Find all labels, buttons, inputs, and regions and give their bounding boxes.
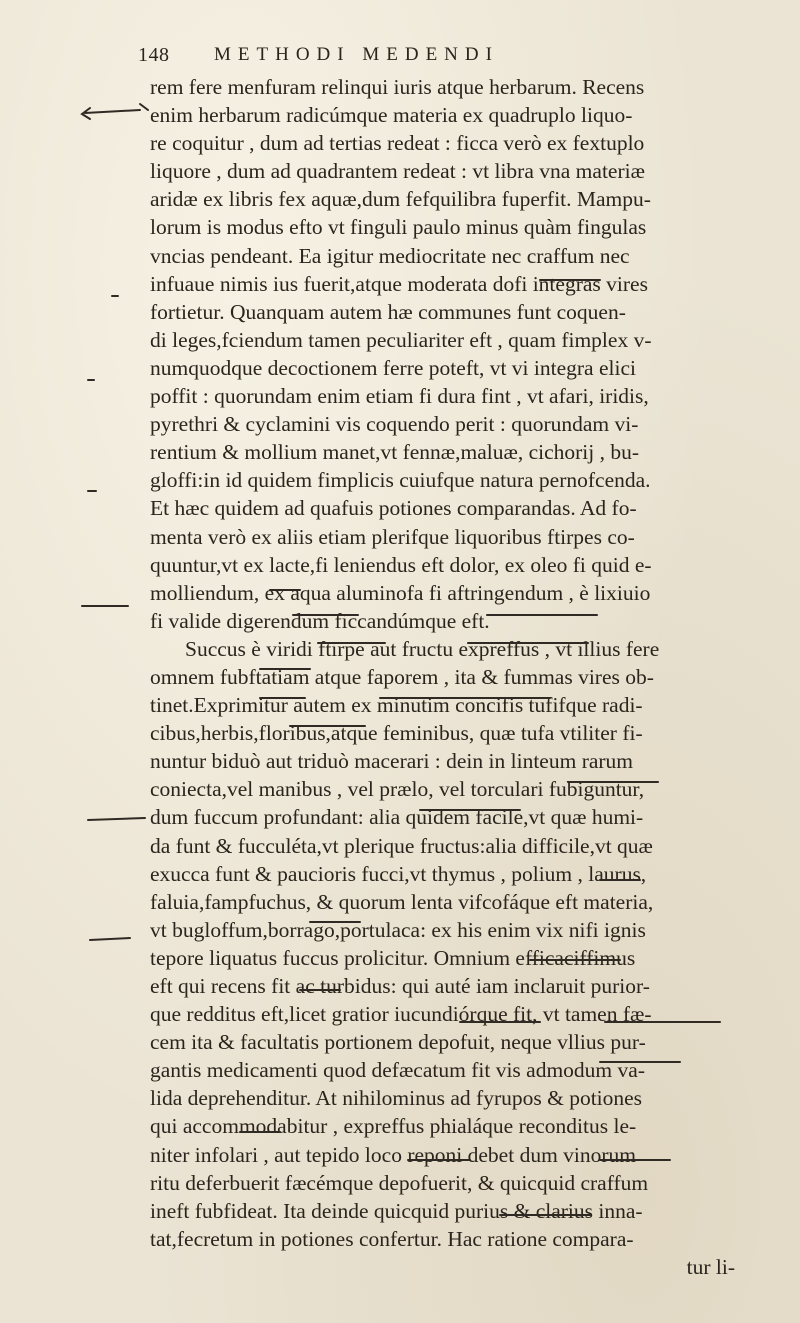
text-line: fi valide digerendum ficcandúmque eft. bbox=[150, 608, 490, 633]
text-line: cem ita & facultatis portionem depofuit, neque vllius pur- bbox=[150, 1030, 646, 1055]
text-line: coniecta,vel manibus , vel prælo, vel torculari fubiguntur, bbox=[150, 777, 645, 802]
catchword: tur li- bbox=[686, 1254, 735, 1279]
text-line: aridæ ex libris fex aquæ,dum fefquilibra fuperfit. Mampu- bbox=[150, 187, 651, 212]
text-line: faluia,fampfuchus, & quorum lenta vifcofáque eft materia, bbox=[150, 889, 654, 914]
text-line: nuntur biduò aut triduò macerari : dein in linteum rarum bbox=[150, 749, 634, 774]
body-text bbox=[150, 73, 775, 1281]
text-line: niter infolari , aut tepido loco reponi debet dum vinorum bbox=[150, 1142, 637, 1167]
page-header bbox=[138, 42, 778, 70]
page-number: 148 bbox=[138, 44, 170, 66]
text-line: liquore , dum ad quadrantem redeat : vt libra vna materiæ bbox=[150, 159, 645, 184]
text-line: lorum is modus efto vt finguli paulo minus quàm fingulas bbox=[150, 215, 647, 240]
text-line: qui accommodabitur , expreffus phialáque reconditus le- bbox=[150, 1114, 637, 1139]
text-line: exucca funt & paucioris fucci,vt thymus , polium , laurus, bbox=[150, 861, 647, 886]
text-line: omnem fubftatiam atque faporem , ita & fummas vires ob- bbox=[150, 664, 654, 689]
margin-dash-mark bbox=[88, 818, 145, 820]
margin-arrow-mark bbox=[82, 108, 140, 119]
text-line: vt bugloffum,borrago,portulaca: ex his enim vix nifi ignis bbox=[150, 917, 646, 942]
running-head: METHODI MEDENDI bbox=[214, 44, 499, 65]
text-line: dum fuccum profundant: alia quidem facile,vt quæ humi- bbox=[150, 805, 644, 830]
text-line: cibus,herbis,floribus,atque feminibus, quæ tufa vtiliter fi- bbox=[150, 721, 643, 746]
text-line: infuaue nimis ius fuerit,atque moderata dofi integras vires bbox=[150, 271, 648, 296]
paragraph-start-line: Succus è viridi ftirpe aut fructu expreffus , vt illius fere bbox=[185, 636, 660, 661]
text-line: fortietur. Quanquam autem hæ communes funt coquen- bbox=[150, 299, 626, 324]
text-line: poffit : quorundam enim etiam fi dura fint , vt afari, iridis, bbox=[150, 384, 649, 409]
text-line: ineft fubfideat. Ita deinde quicquid purius & clarius inna- bbox=[150, 1198, 643, 1223]
text-line: molliendum, ex aqua aluminofa fi aftringendum , è lixiuio bbox=[150, 580, 651, 605]
text-line: vncias pendeant. Ea igitur mediocritate nec craffum nec bbox=[150, 243, 630, 268]
text-line: gloffi:in id quidem fimplicis cuiufque natura pernofcenda. bbox=[150, 468, 651, 493]
text-line: lida deprehenditur. At nihilominus ad fyrupos & potiones bbox=[150, 1086, 643, 1111]
margin-dash-mark bbox=[140, 104, 148, 110]
text-line: menta verò ex aliis etiam plerifque liquoribus ftirpes co- bbox=[150, 524, 635, 549]
text-line: da funt & fucculéta,vt plerique fructus:alia difficile,vt quæ bbox=[150, 833, 653, 858]
text-line: rem fere menfuram relinqui iuris atque herbarum. Recens bbox=[150, 75, 645, 99]
text-line: gantis medicamenti quod defæcatum fit vis admodum va- bbox=[150, 1058, 645, 1083]
text-line: rentium & mollium manet,vt fennæ,maluæ, cichorij , bu- bbox=[150, 440, 640, 465]
text-line: re coquitur , dum ad tertias redeat : ficca verò ex fextuplo bbox=[150, 131, 645, 156]
text-line: tepore liquatus fuccus prolicitur. Omnium efficaciffimus bbox=[150, 945, 636, 970]
text-line: eft qui recens fit ac turbidus: qui auté iam inclaruit purior- bbox=[150, 974, 650, 998]
text-line: que redditus eft,licet gratior iucundiórque fit, vt tamen fæ- bbox=[150, 1002, 652, 1027]
text-line: numquodque decoctionem ferre poteft, vt vi integra elici bbox=[150, 355, 636, 380]
margin-dash-mark bbox=[90, 938, 130, 940]
text-line: ritu deferbuerit fæcémque depofuerit, & quicquid craffum bbox=[150, 1170, 649, 1195]
text-line: tinet.Exprimitur autem ex minutim concifis tufifque radi- bbox=[150, 693, 643, 718]
text-line: enim herbarum radicúmque materia ex quadruplo liquo- bbox=[150, 103, 633, 128]
text-line: Et hæc quidem ad quafuis potiones comparandas. Ad fo- bbox=[150, 496, 637, 521]
text-line: tat,fecretum in potiones confertur. Hac ratione compara- bbox=[150, 1226, 634, 1251]
text-line: quuntur,vt ex lacte,fi leniendus eft dolor, ex oleo fi quid e- bbox=[150, 552, 652, 577]
text-line: pyrethri & cyclamini vis coquendo perit : quorundam vi- bbox=[150, 412, 639, 437]
text-line: di leges,fciendum tamen peculiariter eft , quam fimplex v- bbox=[150, 327, 652, 352]
